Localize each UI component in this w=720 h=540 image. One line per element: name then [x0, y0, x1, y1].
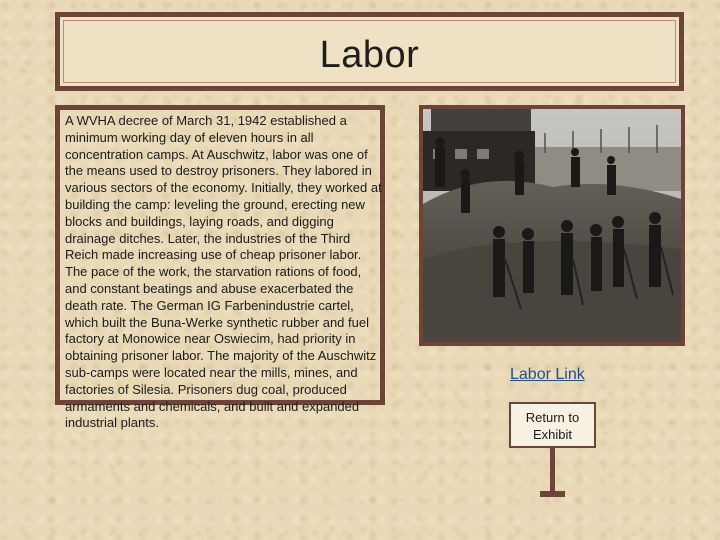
labor-photo-image: [423, 109, 681, 342]
page-title: Labor: [319, 34, 420, 76]
labor-link[interactable]: Labor Link: [510, 366, 585, 383]
button-stand-base: [540, 491, 565, 497]
return-to-exhibit-button[interactable]: Return to Exhibit: [509, 402, 596, 448]
button-stand-post: [550, 448, 555, 494]
title-banner: [55, 12, 684, 91]
body-text: A WVHA decree of March 31, 1942 established a minimum working day of eleven hours in all concentration camps. At Auschwitz, labor was one of the means used to destroy prisoners. They labored in various sectors of the economy. Initially, they worked at building the camp: leveling the ground, erecting new blocks and buildings, laying roads, and digging drainage ditches. Later, the industries of the Third Reich made increasing use of cheap prisoner labor. The pace of the work, the starvation rations of food, and constant beatings and abuse exacerbated the death rate. The German IG Farbenindustrie cartel, which built the Buna-Werke synthetic rubber and fuel factory at Monowice near Oswiecim, had priority in obtaining prisoner labor. The majority of the Auschwitz sub-camps were located near the mills, mines, and factories of Silesia. Prisoners dug coal, produced armaments and chemicals, and built and expanded industrial plants.: [65, 113, 382, 431]
labor-photo: [419, 105, 685, 346]
